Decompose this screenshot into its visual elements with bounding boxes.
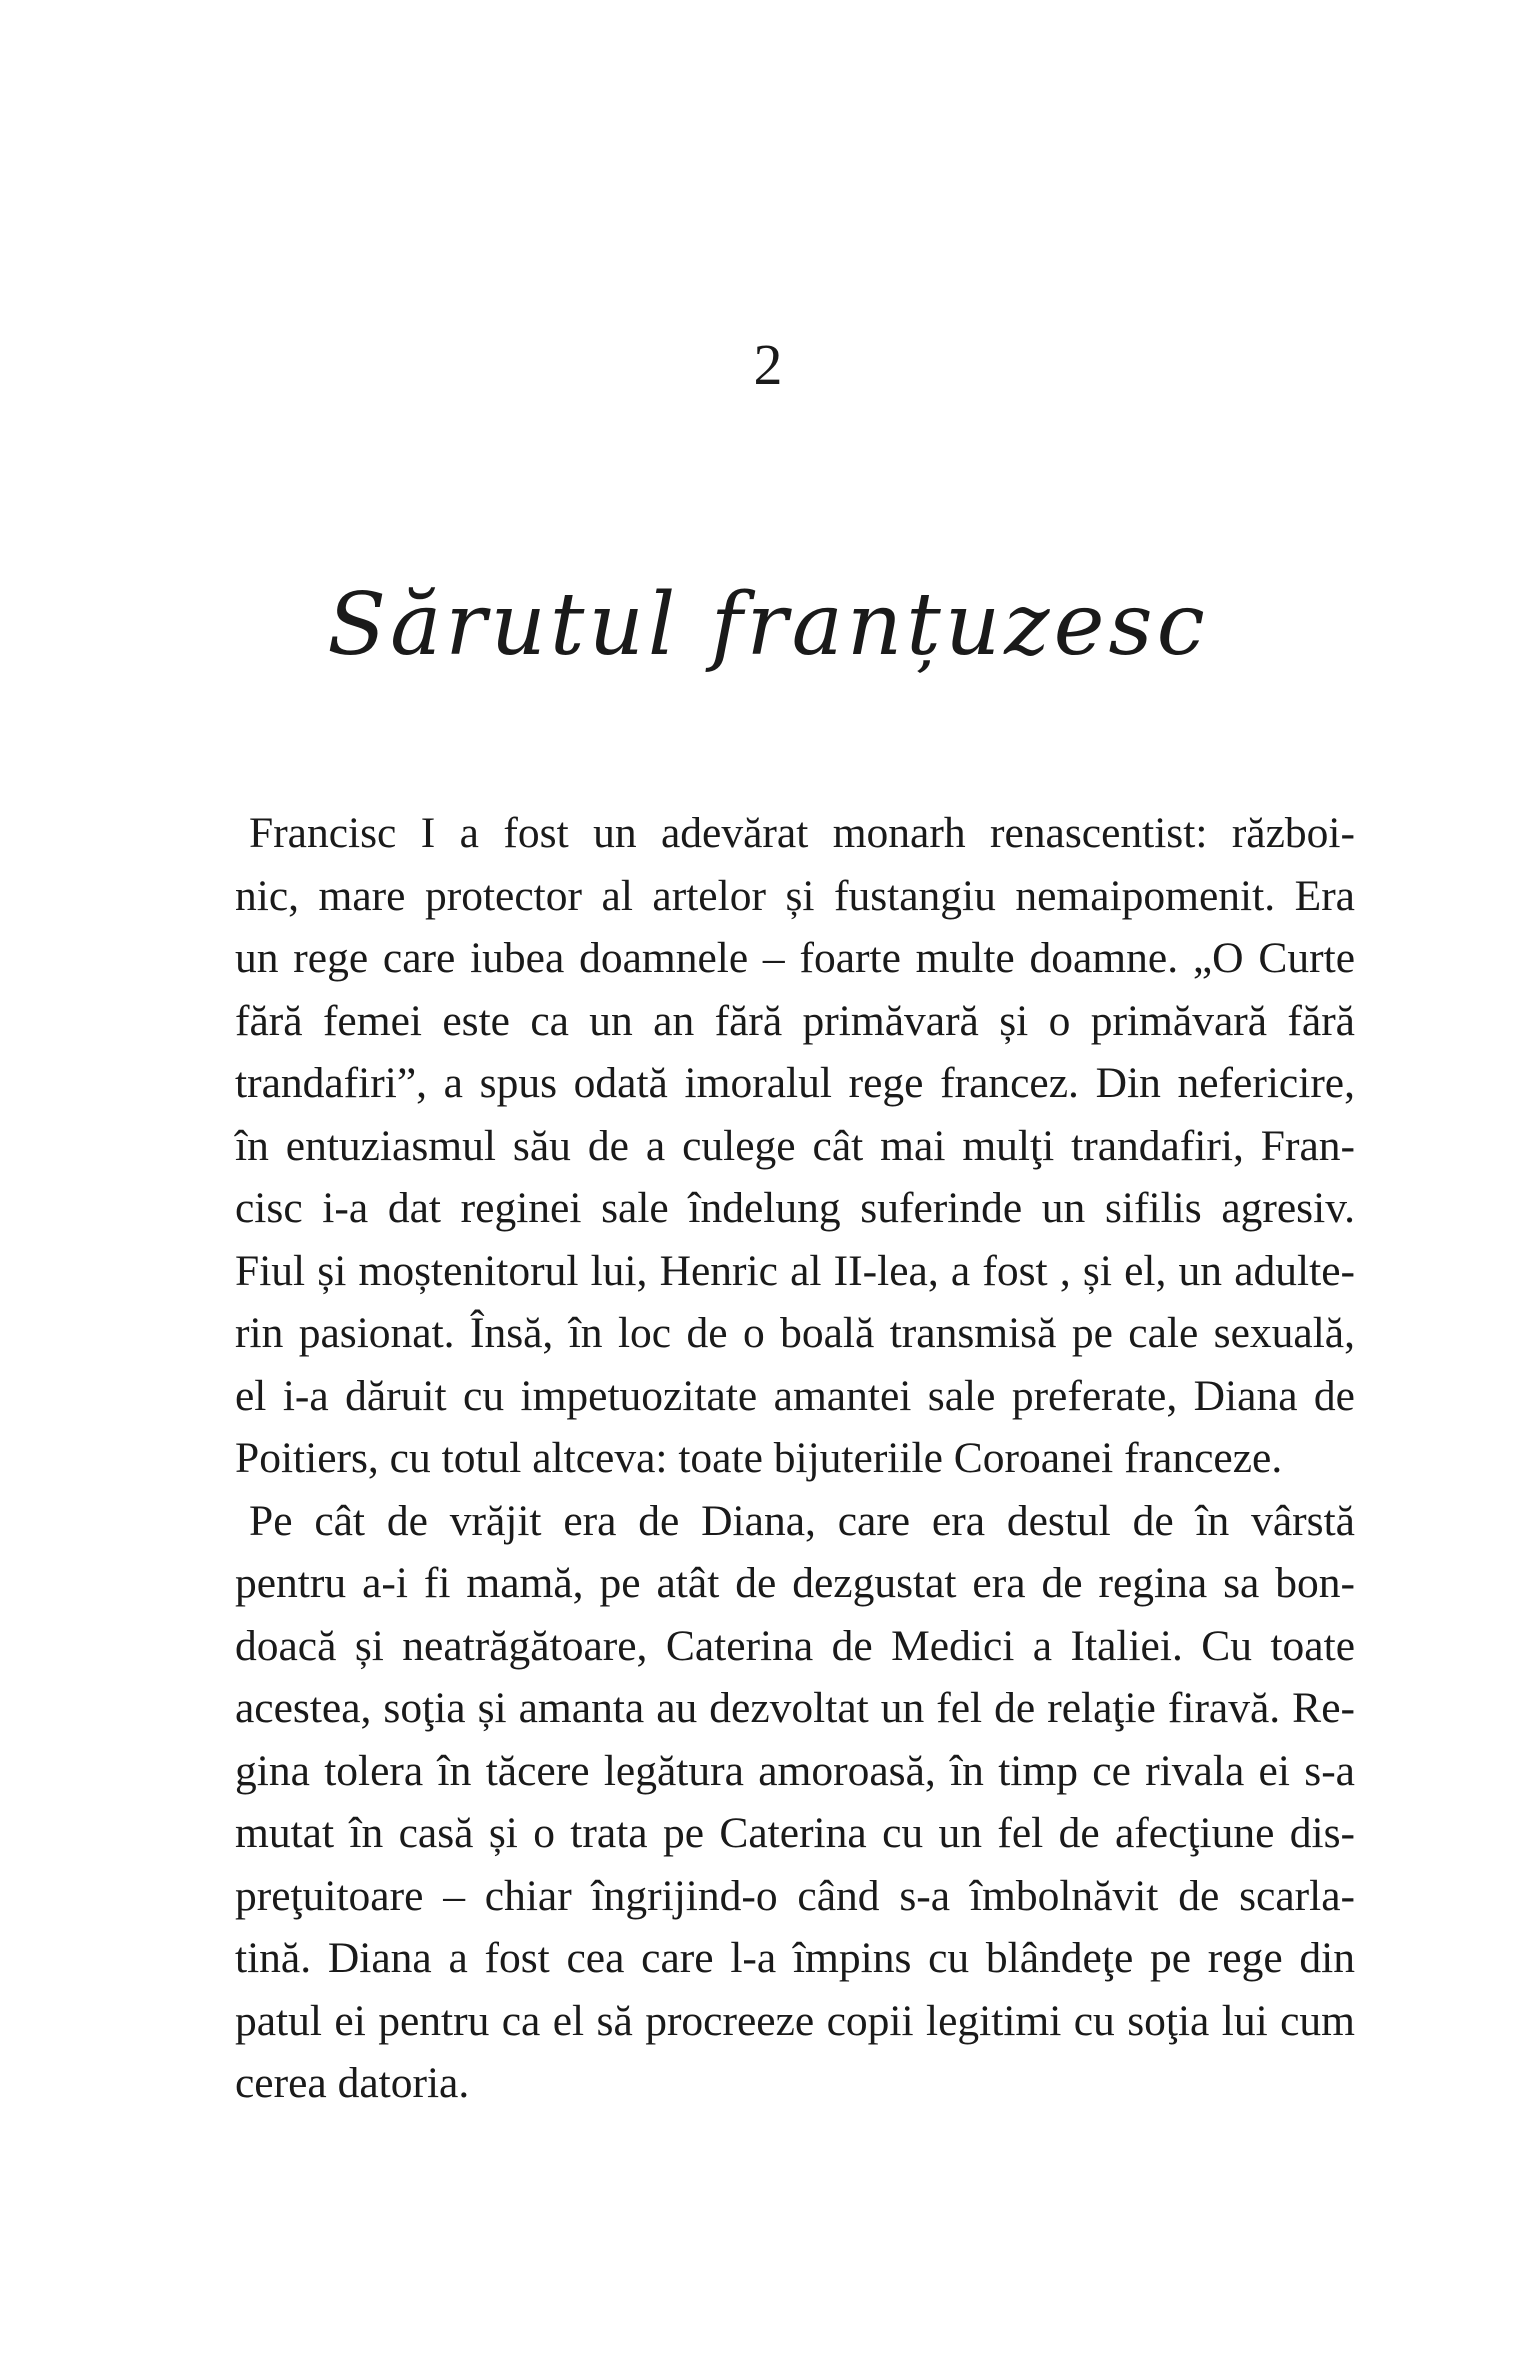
- chapter-body: [222, 802, 1355, 2115]
- text-line: un rege care iubea doamnele – foarte multe doamne. „O Curte: [235, 934, 1355, 982]
- text-line: gina tolera în tăcere legătura amoroasă, în timp ce rivala ei s-a: [235, 1746, 1355, 1795]
- text-line: Fiul și moștenitorul lui, Henric al II-lea, a fost , și el, un adulte-: [235, 1246, 1355, 1295]
- text-line: doacă și neatrăgătoare, Caterina de Medici a Italiei. Cu toate: [235, 1621, 1355, 1670]
- text-line: pentru a-i fi mamă, pe atât de dezgustat era de regina sa bon-: [235, 1559, 1355, 1607]
- text-line: cisc i-a dat reginei sale îndelung suferinde un sifilis agresiv.: [235, 1184, 1355, 1232]
- text-line: fără femei este ca un an fără primăvară și o primăvară fără: [235, 996, 1355, 1045]
- text-line: trandafiri”, a spus odată imoralul rege francez. Din nefericire,: [235, 1059, 1355, 1107]
- chapter-title: Sărutul franțuzesc: [327, 575, 1209, 675]
- text-line: preţuitoare – chiar îngrijind-o când s-a îmbolnăvit de scarla-: [235, 1871, 1355, 1920]
- text-line: mutat în casă și o trata pe Caterina cu un fel de afecţiune dis-: [235, 1809, 1355, 1857]
- text-line: patul ei pentru ca el să procreeze copii legitimi cu soţia lui cum: [235, 1996, 1355, 2045]
- text-line: nic, mare protector al artelor și fustangiu nemaipomenit. Era: [235, 871, 1355, 920]
- text-line: Poitiers, cu totul altceva: toate bijuteriile Coroanei franceze.: [235, 1434, 1283, 1482]
- text-line: el i-a dăruit cu impetuozitate amantei sale preferate, Diana de: [235, 1371, 1355, 1420]
- text-line: în entuziasmul său de a culege cât mai mulţi trandafiri, Fran-: [235, 1121, 1355, 1170]
- text-line: cerea datoria.: [235, 2059, 470, 2107]
- text-line: Francisc I a fost un adevărat monarh renascentist: război-: [249, 809, 1355, 857]
- text-line: rin pasionat. Însă, în loc de o boală transmisă pe cale sexuală,: [235, 1309, 1355, 1357]
- paragraph: [222, 1490, 1355, 2115]
- text-line: tină. Diana a fost cea care l-a împins cu blândeţe pe rege din: [235, 1934, 1355, 1982]
- text-line: acestea, soţia și amanta au dezvoltat un fel de relaţie firavă. Re-: [235, 1684, 1355, 1732]
- paragraph: [222, 802, 1355, 1490]
- chapter-number: 2: [753, 332, 783, 397]
- text-line: Pe cât de vrăjit era de Diana, care era destul de în vârstă: [249, 1496, 1355, 1545]
